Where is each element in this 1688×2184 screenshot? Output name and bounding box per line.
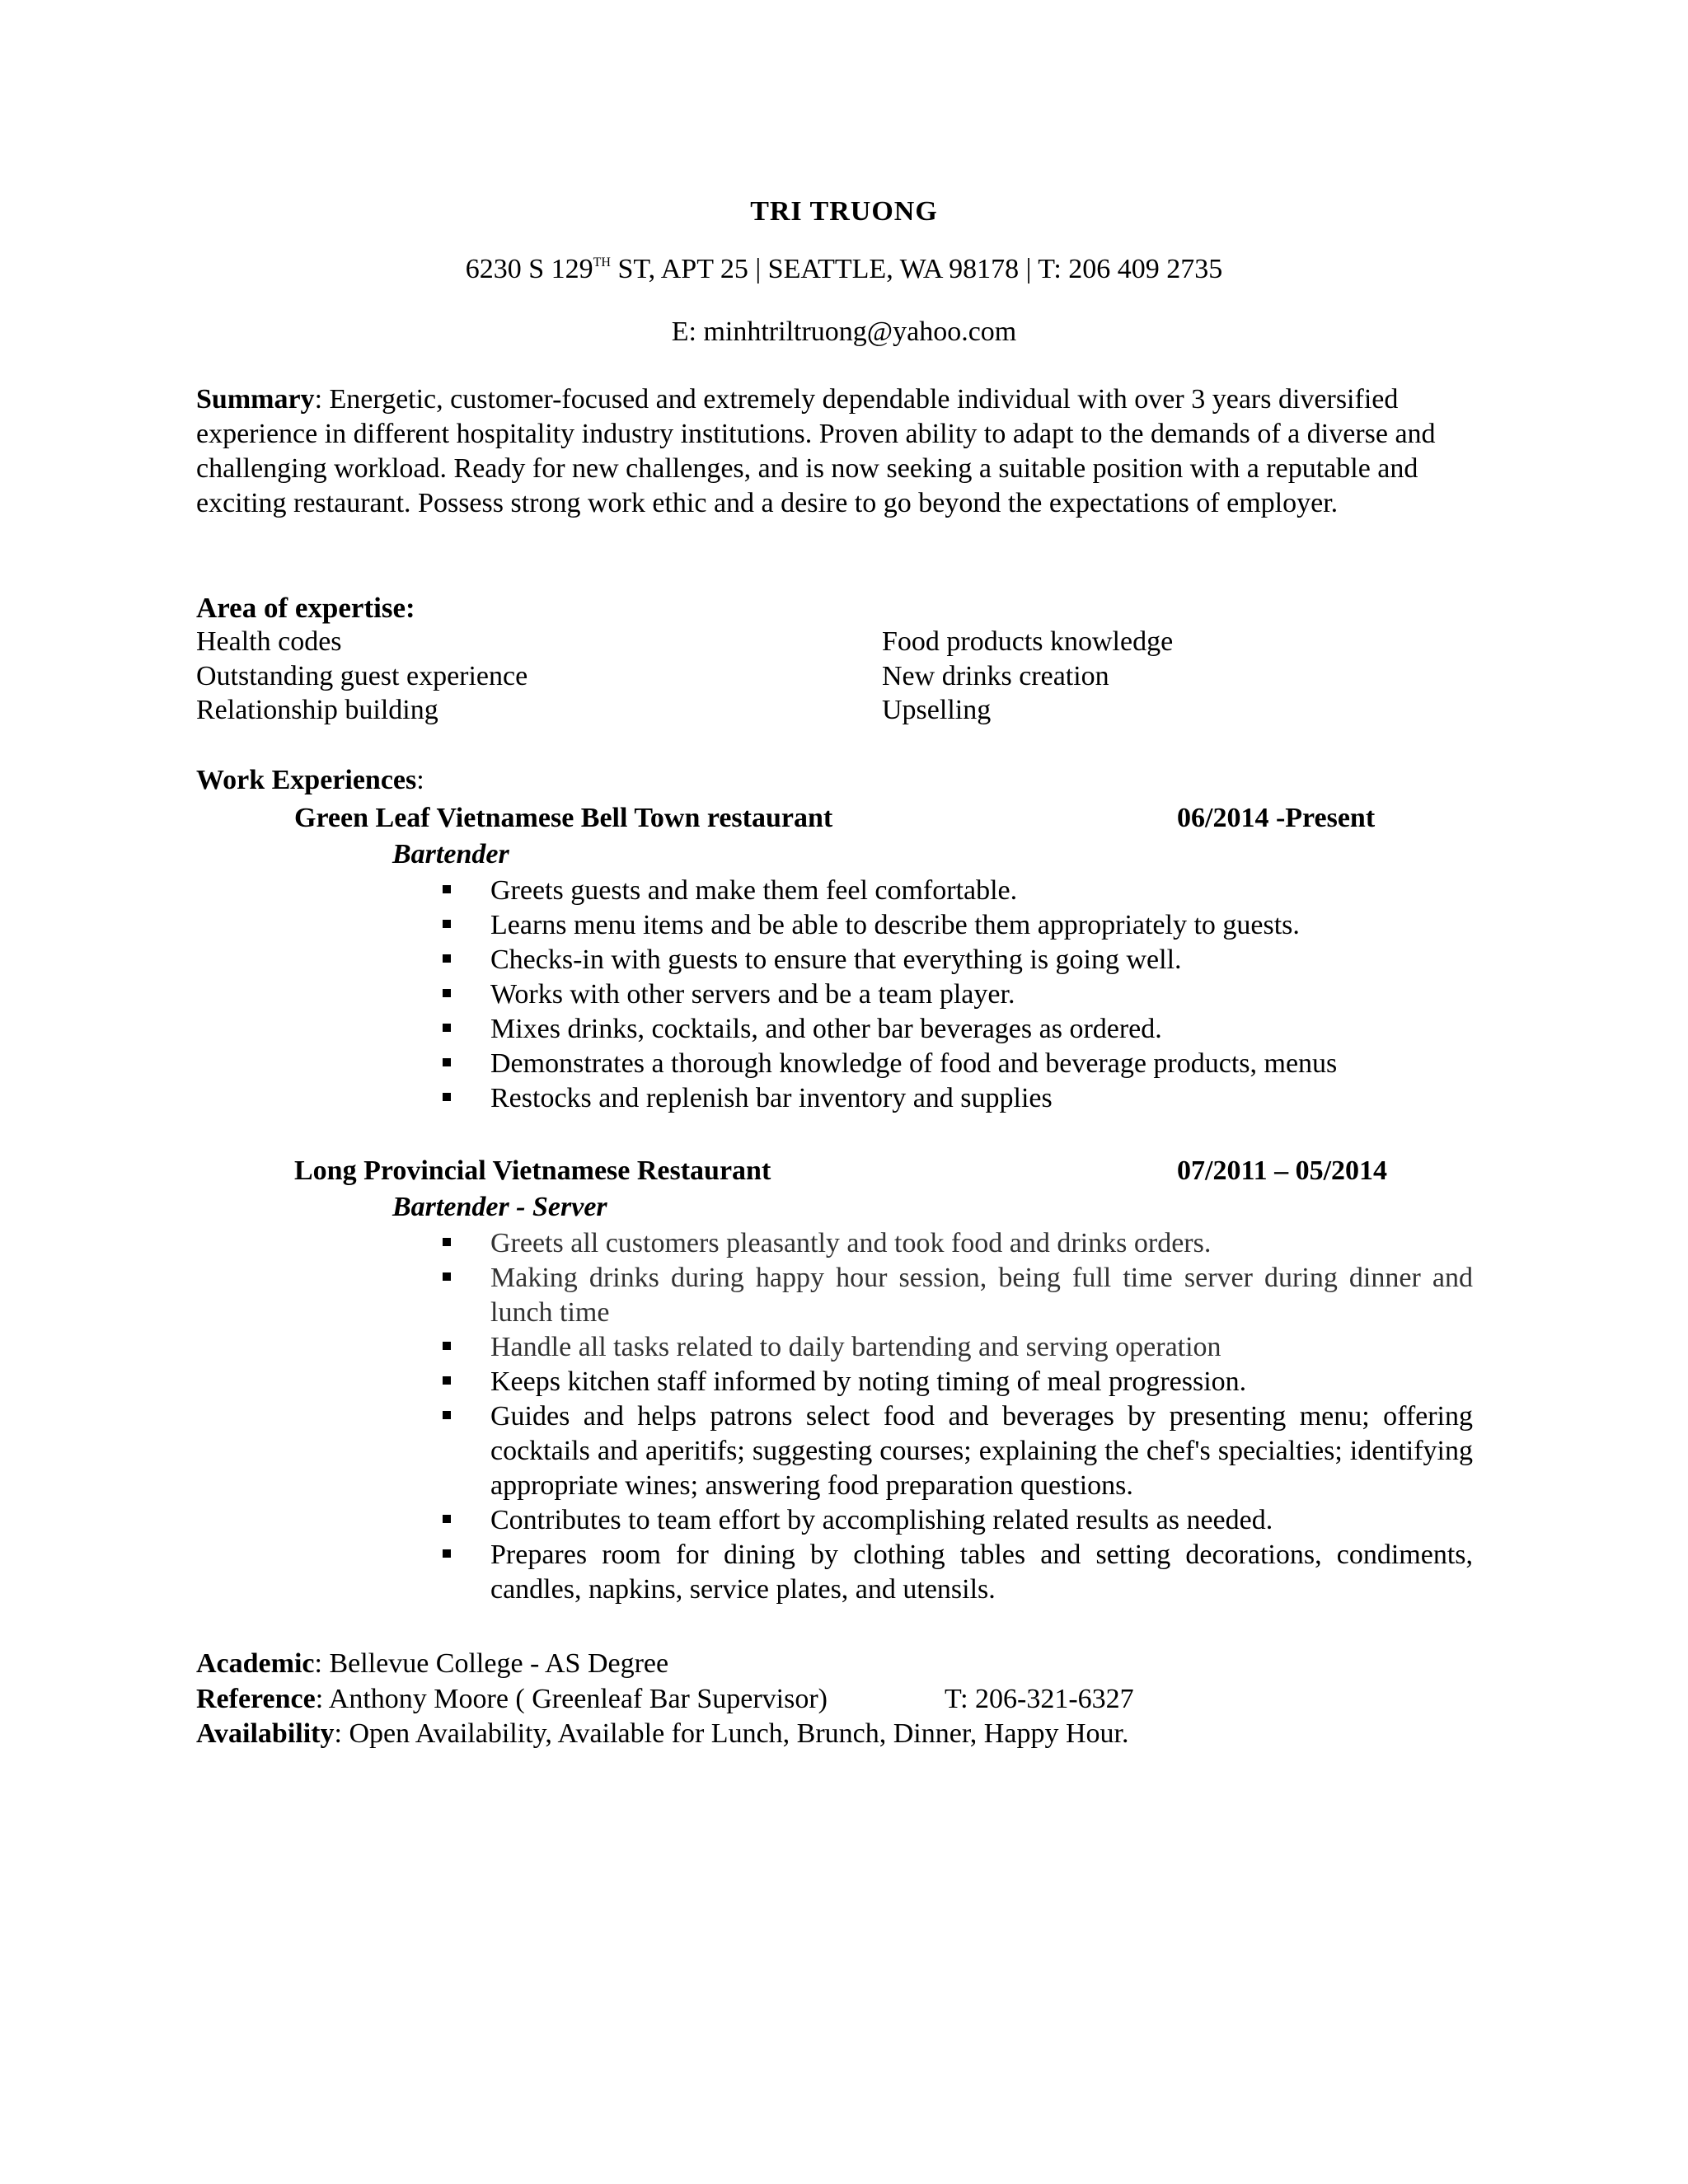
summary-section bbox=[196, 382, 1465, 521]
summary-label: Summary bbox=[196, 384, 315, 415]
reference-line bbox=[196, 1684, 828, 1715]
work-heading-colon: : bbox=[416, 765, 424, 795]
duty-text: Handle all tasks related to daily bartending and serving operation bbox=[490, 1332, 1221, 1362]
list-item bbox=[443, 1330, 1473, 1365]
bullet-square-icon bbox=[443, 920, 451, 928]
expertise-item: Health codes bbox=[196, 626, 342, 657]
bullet-square-icon bbox=[443, 1024, 451, 1032]
academic-text: : Bellevue College - AS Degree bbox=[314, 1648, 669, 1679]
duty-text: Mixes drinks, cocktails, and other bar beverages as ordered. bbox=[490, 1014, 1162, 1044]
duty-text: Contributes to team effort by accomplishing related results as needed. bbox=[490, 1505, 1273, 1535]
reference-label: Reference bbox=[196, 1684, 316, 1714]
reference-text: : Anthony Moore ( Greenleaf Bar Supervisor) bbox=[315, 1684, 828, 1714]
bullet-square-icon bbox=[443, 1549, 451, 1558]
duty-text: Greets guests and make them feel comfortable. bbox=[490, 875, 1018, 906]
list-item bbox=[443, 1081, 1473, 1116]
bullet-square-icon bbox=[443, 1411, 451, 1419]
availability-line bbox=[196, 1718, 1128, 1750]
duty-text: Checks-in with guests to ensure that everything is going well. bbox=[490, 944, 1182, 975]
availability-label: Availability bbox=[196, 1718, 335, 1749]
bullet-square-icon bbox=[443, 1093, 451, 1101]
list-item bbox=[443, 943, 1473, 977]
expertise-item: Relationship building bbox=[196, 695, 438, 725]
list-item bbox=[443, 1538, 1473, 1607]
summary-text: : Energetic, customer-focused and extremely dependable individual with over 3 years diversified experience in different hospitality industry institutions. Proven ability to adapt to the demands of a diverse and challenging workload. Ready for new challenges, and is now seeking a suitable position with a reputable and exciting restaurant. Possess strong work ethic and a desire to go beyond the expectations of employer. bbox=[196, 384, 1436, 518]
bullet-square-icon bbox=[443, 1515, 451, 1523]
duty-text: Guides and helps patrons select food and beverages by presenting menu; offering cocktails and aperitifs; suggesting courses; explaining the chef's specialties; identifying appropriate wines; answering food preparation questions. bbox=[490, 1401, 1473, 1501]
expertise-heading: Area of expertise: bbox=[196, 592, 415, 624]
job-duties-list bbox=[443, 1226, 1473, 1607]
availability-text: : Open Availability, Available for Lunch, Brunch, Dinner, Happy Hour. bbox=[334, 1718, 1129, 1749]
expertise-item: New drinks creation bbox=[882, 661, 1109, 691]
bullet-square-icon bbox=[443, 954, 451, 963]
email-line: E: minhtriltruong@yahoo.com bbox=[671, 316, 1017, 347]
duty-text: Keeps kitchen staff informed by noting timing of meal progression. bbox=[490, 1366, 1247, 1397]
list-item bbox=[443, 1365, 1473, 1399]
bullet-square-icon bbox=[443, 1376, 451, 1385]
candidate-name: TRI TRUONG bbox=[750, 196, 938, 227]
duty-text: Prepares room for dining by clothing tables and setting decorations, condiments, candles, napkins, service plates, and utensils. bbox=[490, 1540, 1473, 1605]
academic-label: Academic bbox=[196, 1648, 315, 1679]
list-item bbox=[443, 874, 1473, 908]
list-item bbox=[443, 1399, 1473, 1503]
duty-text: Making drinks during happy hour session, being full time server during dinner and lunch time bbox=[490, 1263, 1473, 1328]
address-rest: ST, APT 25 | SEATTLE, WA 98178 | T: 206 409 2735 bbox=[610, 254, 1223, 284]
duty-text: Restocks and replenish bar inventory and supplies bbox=[490, 1083, 1053, 1113]
duty-text: Greets all customers pleasantly and took food and drinks orders. bbox=[490, 1228, 1212, 1258]
expertise-item: Outstanding guest experience bbox=[196, 661, 528, 691]
list-item bbox=[443, 908, 1473, 943]
job-dates: 06/2014 -Present bbox=[1177, 803, 1376, 833]
address-line bbox=[0, 254, 1688, 285]
bullet-square-icon bbox=[443, 1058, 451, 1066]
address-superscript: TH bbox=[593, 255, 611, 269]
list-item bbox=[443, 1503, 1473, 1538]
bullet-square-icon bbox=[443, 1342, 451, 1350]
bullet-square-icon bbox=[443, 885, 451, 893]
list-item bbox=[443, 1012, 1473, 1047]
expertise-item: Food products knowledge bbox=[882, 626, 1174, 657]
academic-line bbox=[196, 1648, 668, 1680]
duty-text: Works with other servers and be a team player. bbox=[490, 979, 1015, 1010]
job-dates: 07/2011 – 05/2014 bbox=[1177, 1155, 1388, 1186]
job-employer: Green Leaf Vietnamese Bell Town restaurant bbox=[294, 803, 833, 833]
list-item bbox=[443, 1261, 1473, 1330]
work-heading-line bbox=[196, 765, 424, 796]
job-title: Bartender - Server bbox=[392, 1192, 607, 1222]
duty-text: Demonstrates a thorough knowledge of food and beverage products, menus bbox=[490, 1048, 1338, 1079]
bullet-square-icon bbox=[443, 1272, 451, 1281]
bullet-square-icon bbox=[443, 1238, 451, 1246]
list-item bbox=[443, 977, 1473, 1012]
bullet-square-icon bbox=[443, 989, 451, 997]
job-title: Bartender bbox=[392, 839, 509, 869]
work-heading: Work Experiences bbox=[196, 765, 417, 795]
address-street: 6230 S 129 bbox=[465, 254, 593, 284]
list-item bbox=[443, 1226, 1473, 1261]
list-item bbox=[443, 1047, 1473, 1081]
job-duties-list bbox=[443, 874, 1473, 1116]
expertise-item: Upselling bbox=[882, 695, 992, 725]
reference-phone: T: 206-321-6327 bbox=[945, 1684, 1134, 1714]
duty-text: Learns menu items and be able to describe them appropriately to guests. bbox=[490, 910, 1300, 940]
job-employer: Long Provincial Vietnamese Restaurant bbox=[294, 1155, 771, 1186]
